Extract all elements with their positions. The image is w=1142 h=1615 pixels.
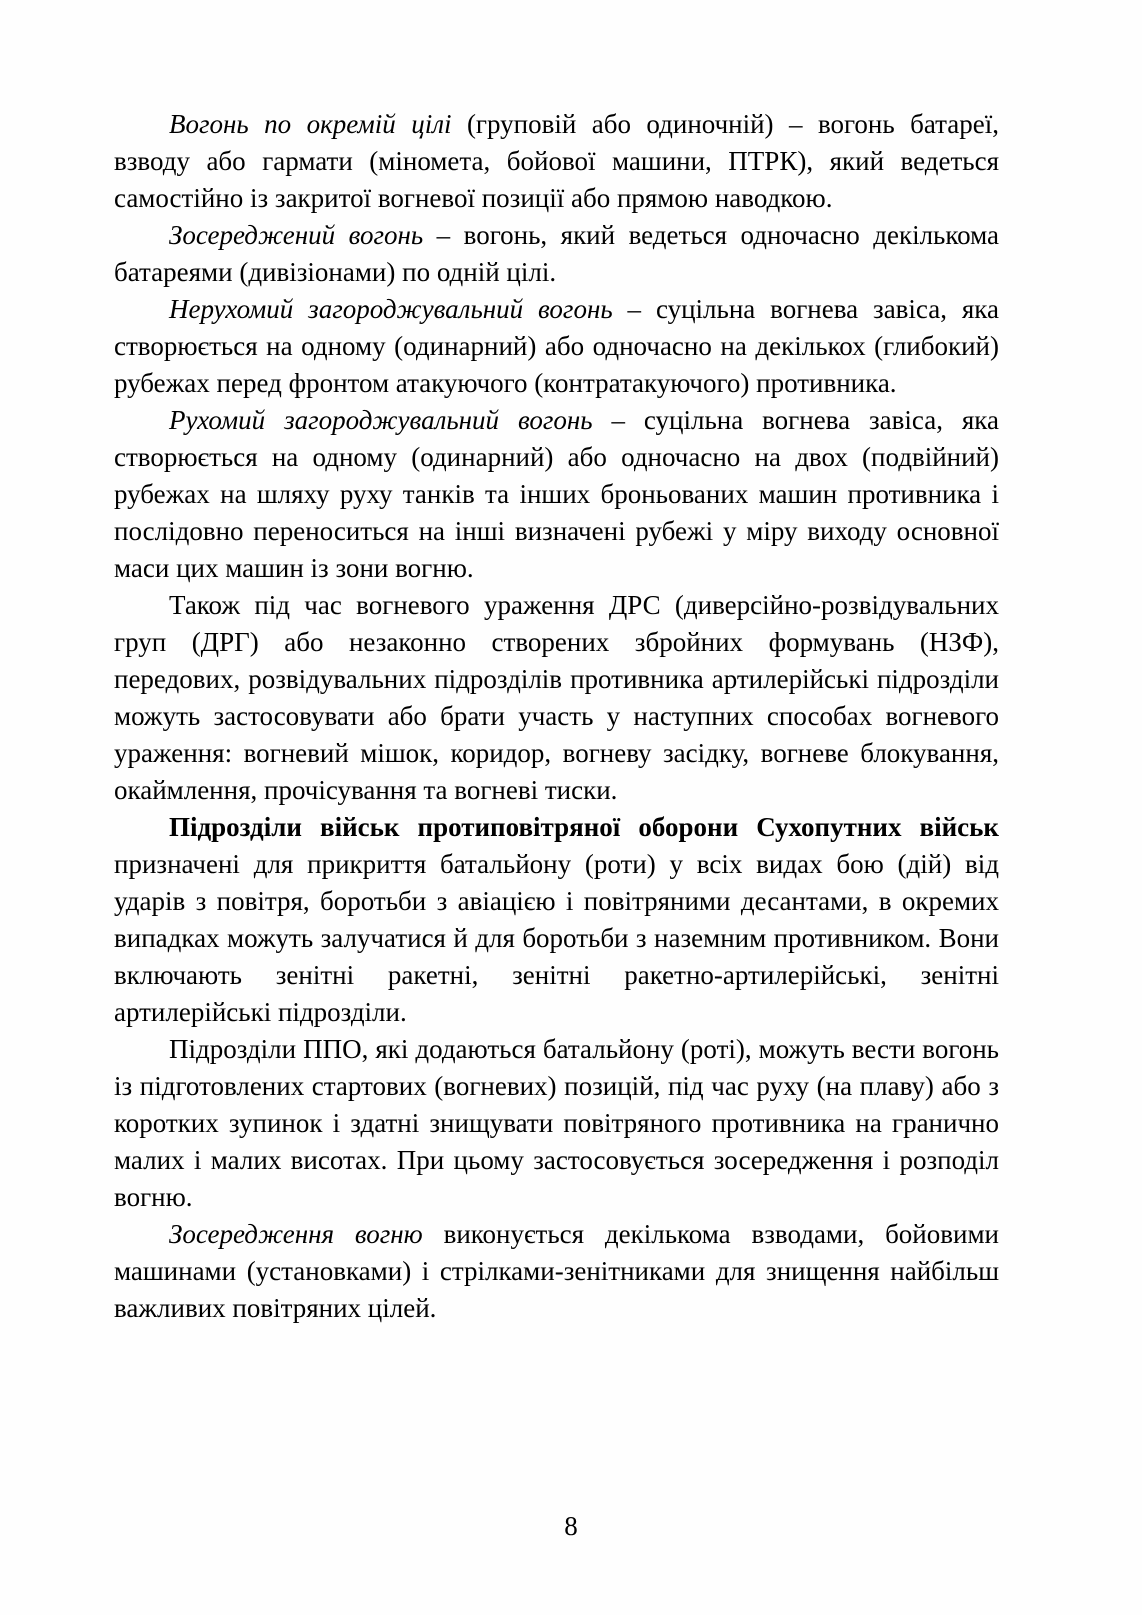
text-segment-italic: Нерухомий загороджувальний вогонь [169, 294, 613, 324]
paragraph-2 [114, 217, 999, 291]
paragraph-4 [114, 402, 999, 587]
text-segment-bold: Підрозділи військ протиповітряної оборони Сухопутних військ [169, 812, 999, 842]
text-segment-regular: призначені для прикриття батальйону (роти) у всіх видах бою (дій) від ударів з повітря, боротьби з авіацією і повітряними десантами, в окремих випадках можуть залучатися й для боротьби з наземним противником. Вони включають зенітні ракетні, зенітні ракетно-артилерійські, зенітні артилерійські підрозділи. [114, 849, 999, 1027]
paragraph-6 [114, 809, 999, 1031]
text-segment-italic: Зосередження вогню [169, 1219, 423, 1249]
paragraph-3 [114, 291, 999, 402]
text-segment-regular: – суцільна вогнева завіса, яка створюється на одному (одинарний) або одночасно на двох (подвійний) рубежах на шляху руху танків та інших броньованих машин противника і послідовно переноситься на інші визначені рубежі у міру виходу основної маси цих машин із зони вогню. [114, 405, 999, 583]
text-segment-regular: – суцільна вогнева завіса, яка створюється на одному (одинарний) або одночасно на декількох (глибокий) рубежах перед фронтом атакуючого (контратакуючого) противника. [114, 294, 999, 398]
paragraph-7 [114, 1031, 999, 1216]
paragraph-5 [114, 587, 999, 809]
page-number: 8 [564, 1511, 578, 1541]
text-segment-regular: Підрозділи ППО, які додаються батальйону (роті), можуть вести вогонь із підготовлених стартових (вогневих) позицій, під час руху (на плаву) або з коротких зупинок і здатні знищувати повітряного противника на гранично малих і малих висотах. При цьому застосовується зосередження і розподіл вогню. [114, 1034, 999, 1212]
text-segment-italic: Вогонь по окремій цілі [169, 109, 452, 139]
text-segment-regular: (груповій або одиночній) – вогонь батареї, взводу або гармати (міномета, бойової машини, ПТРК), який ведеться самостійно із закритої вогневої позиції або прямою наводкою. [114, 109, 999, 213]
text-segment-regular: Також під час вогневого ураження ДРС (диверсійно-розвідувальних груп (ДРГ) або незаконно створених збройних формувань (НЗФ), передових, розвідувальних підрозділів противника артилерійські підрозділи можуть застосовувати або брати участь у наступних способах вогневого ураження: вогневий мішок, коридор, вогневу засідку, вогневе блокування, окаймлення, прочісування та вогневі тиски. [114, 590, 999, 805]
text-segment-regular: – вогонь, який ведеться одночасно декількома батареями (дивізіонами) по одній цілі. [114, 220, 999, 287]
text-body [114, 106, 999, 1327]
text-segment-regular: виконується декількома взводами, бойовими машинами (установками) і стрілками-зенітниками для знищення найбільш важливих повітряних цілей. [114, 1219, 999, 1323]
text-segment-italic: Рухомий загороджувальний вогонь [169, 405, 593, 435]
text-segment-italic: Зосереджений вогонь [169, 220, 424, 250]
paragraph-8 [114, 1216, 999, 1327]
paragraph-1 [114, 106, 999, 217]
